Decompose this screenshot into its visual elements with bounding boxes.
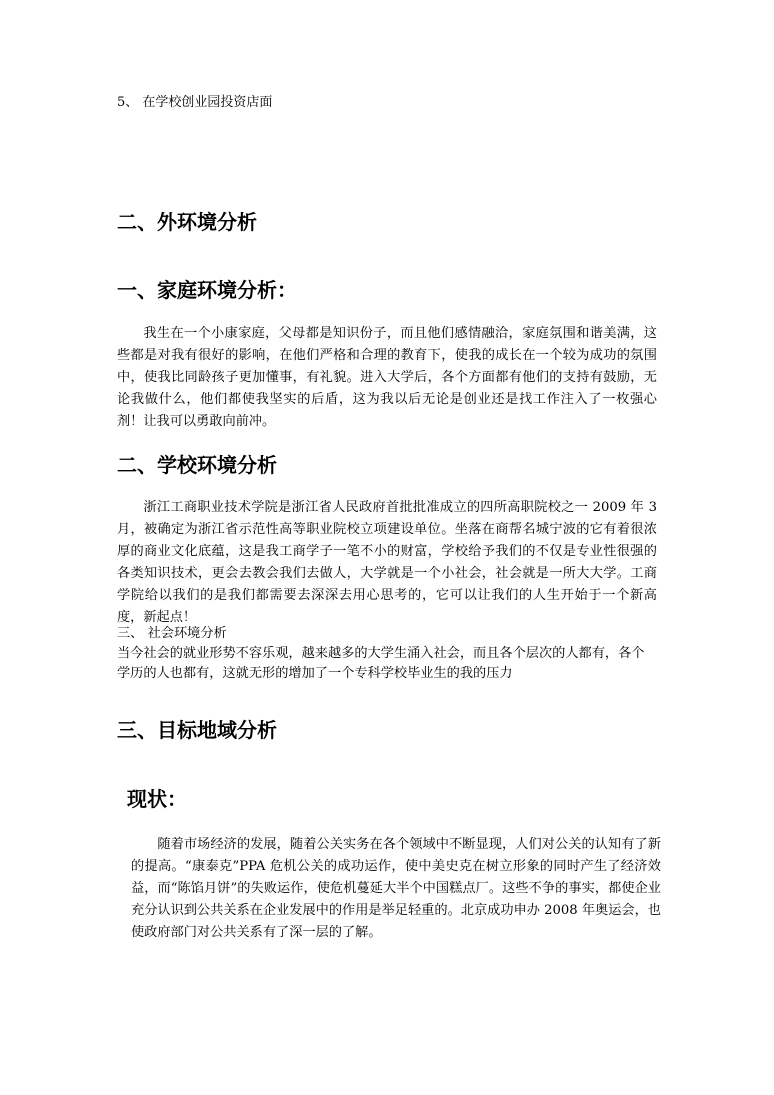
- heading-target-region: 三、目标地域分析: [117, 718, 277, 742]
- social-line-1: 当今社会的就业形势不容乐观，越来越多的大学生涌入社会，而且各个层次的人都有，各个: [117, 646, 645, 661]
- school-paragraph: 浙江工商职业技术学院是浙江省人民政府首批批准成立的四所高职院校之一 2009 年 3 月，被确定为浙江省示范性高等职业院校立项建设单位。坐落在商帮名城宁波的它有着很浓厚的商业文化底蕴，这是我工商学子一笔不小的财富，学校给予我们的不仅是专业性很强的各类知识技术，更会去教会我们去做人，大学就是一个小社会，社会就是一所大大学。工商学院给以我们的是我们都需要去深深去用心思考的，它可以让我们的人生开始于一个新高度，新起点！: [117, 500, 657, 625]
- heading-social-analysis: 三、 社会环境分析: [117, 626, 227, 641]
- heading-external-analysis: 二、外环境分析: [117, 210, 257, 234]
- family-paragraph: 我生在一个小康家庭，父母都是知识份子，而且他们感情融洽，家庭氛围和谐美满，这些都是对我有很好的影响，在他们严格和合理的教育下，使我的成长在一个较为成功的氛围中，使我比同龄孩子更加懂事，有礼貌。进入大学后，各个方面都有他们的支持有鼓励，无论我做什么，他们都使我坚实的后盾，这为我以后无论是创业还是找工作注入了一枚强心剂！让我可以勇敢向前冲。: [117, 326, 657, 429]
- social-line-2: 学历的人也都有，这就无形的增加了一个专科学校毕业生的我的压力: [117, 666, 513, 681]
- list-item-5: 5、 在学校创业园投资店面: [117, 95, 273, 110]
- status-paragraph: 随着市场经济的发展，随着公关实务在各个领域中不断显现，人们对公关的认知有了新的提高。“康泰克”PPA 危机公关的成功运作，使中美史克在树立形象的同时产生了经济效益，而“陈馅月饼”的失败运作，使危机蔓延大半个中国糕点厂。这些不争的事实，都使企业充分认识到公共关系在企业发展中的作用是举足轻重的。北京成功申办 2008 年奥运会，也使政府部门对公共关系有了深一层的了解。: [131, 837, 661, 940]
- heading-status: 现状：: [127, 787, 187, 811]
- heading-school-analysis: 二、学校环境分析: [117, 453, 277, 477]
- heading-family-analysis: 一、家庭环境分析：: [117, 278, 297, 302]
